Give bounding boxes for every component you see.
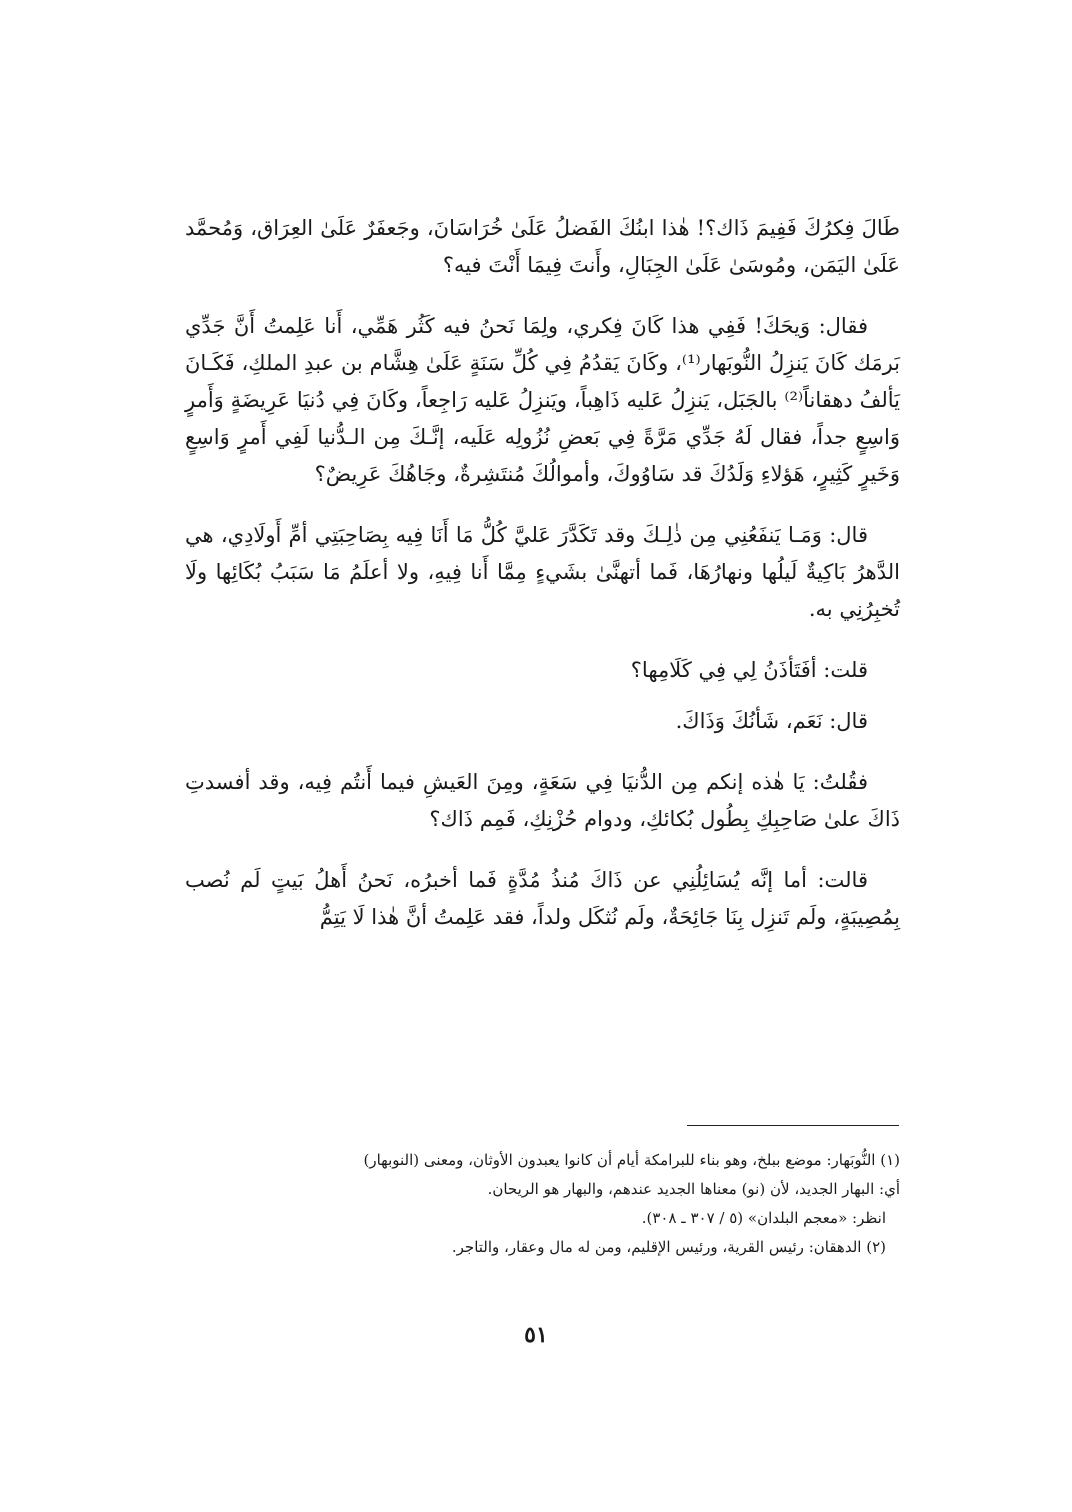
footnotes-section: [185, 1146, 900, 1262]
paragraph-question-to-wife: فقُلتُ: يَا هٰذه إنكم مِن الدُّنيَا فِي سَعَةٍ، ومِنَ العَيشِ فيما أَنتُم فِيه، وقد أفسدتِ ذَاكَ علىٰ صَاحِبِكِ بِطُول بُكائكِ، ودوام حُزْنِكِ، فَمِم ذَاك؟: [185, 770, 900, 831]
paragraph-wife-weeping: قال: وَمَـا يَنفَعُنِي مِن ذٰلِـكَ وقد تَكَدَّرَ عَليَّ كُلُّ مَا أَنَا فِيه بِصَاحِبَتِي أمِّ أَولَادِي، هي الدَّهرُ بَاكِيةٌ لَيلُها ونهارُهَا، فَما أتهنَّىٰ بشَيءٍ مِمَّا أَنا فِيهِ، ولا أعلَمُ مَا سَبَبُ بُكَائِها ولَا تُخبِرُنِي به.: [185, 523, 900, 621]
paragraph-wife-answer: قالت: أما إنَّه يُسَائِلُنِي عن ذَاكَ مُنذُ مُدَّةٍ فَما أخبرُه، نَحنُ أَهلُ بَيتٍ لَم نُصب بِمُصِيبَةٍ، ولَم تَنزِل بِنَا جَائِحَةٌ، ولَم نُثكَل ولداً، فقد عَلِمتُ أنَّ هٰذا لَا يَتِمُّ: [185, 868, 900, 929]
paragraph-barmak-story: فقال: وَيحَكَ! فَفِي هذا كَانَ فِكري، ولِمَا نَحنُ فيه كَثُر هَمِّي، أَنا عَلِمتُ أَنَّ جَدِّي بَرمَك كَانَ يَنزِلُ النُّوبَهار⁽¹⁾، وكَانَ يَقدُمُ فِي كُلِّ سَنَةٍ عَلَىٰ هِشَّام بن عبدِ الملكِ، فَكَـانَ يَألفُ دهقاناً⁽²⁾ بالجَبَل، يَنزِلُ عَليه ذَاهِباً، ويَنزِلُ عَليه رَاجِعاً، وكَانَ فِي دُنيَا عَرِيضَةٍ وَأَمرٍ وَاسِعٍ جداً، فقال لَهُ جَدِّي مَرَّةً فِي بَعضِ نُزُولِه عَلَيه، إنَّـكَ مِن الـدُّنيا لَفِي أَمرٍ وَاسِعٍ وَخَيرٍ كَثِيرٍ، هَؤلاءِ وَلَدُكَ قد سَاوُوكَ، وأموالُكَ مُنتَشِرةٌ، وجَاهُكَ عَرِيضٌ؟: [185, 314, 901, 486]
paragraph-opening: طَالَ فِكرُكَ فَفِيمَ ذَاك؟! هٰذا ابنُكَ الفَضلُ عَلَىٰ خُرَاسَانَ، وجَعفَرٌ عَلَىٰ العِرَاق، وَمُحمَّد عَلَىٰ اليَمَن، ومُوسَىٰ عَلَىٰ الجِبَالِ، وأَنتَ فِيمَا أَنْتَ فيه؟: [185, 216, 900, 277]
footnote-1-line-2: أي: البهار الجديد، لأن (نو) معناها الجديد عندهم، والبهار هو الريحان.: [487, 1180, 900, 1198]
footnote-1-reference: انظر: «معجم البلدان» (٥ / ٣٠٧ ـ ٣٠٨).: [641, 1209, 886, 1227]
footnote-2: (٢) الدهقان: رئيس القرية، ورئيس الإقليم، ومن له مال وعقار، والتاجر.: [451, 1238, 886, 1256]
footnote-separator: [687, 1125, 899, 1126]
footnote-1-line-1: (١) النُّوبَهار: موضع ببلخ، وهو بناء للبرامكة أيام أن كانوا يعبدون الأوثان، ومعنى (النوبهار): [363, 1151, 900, 1169]
main-text-body: [185, 210, 900, 960]
paragraph-permission-request: قلت: أفَتَأذَنُ لِي فِي كَلَامِها؟: [630, 658, 868, 682]
paragraph-permission-granted: قال: نَعَم، شَأنُكَ وَذَاكَ.: [675, 709, 868, 733]
page-number: ٥١: [524, 1322, 548, 1348]
